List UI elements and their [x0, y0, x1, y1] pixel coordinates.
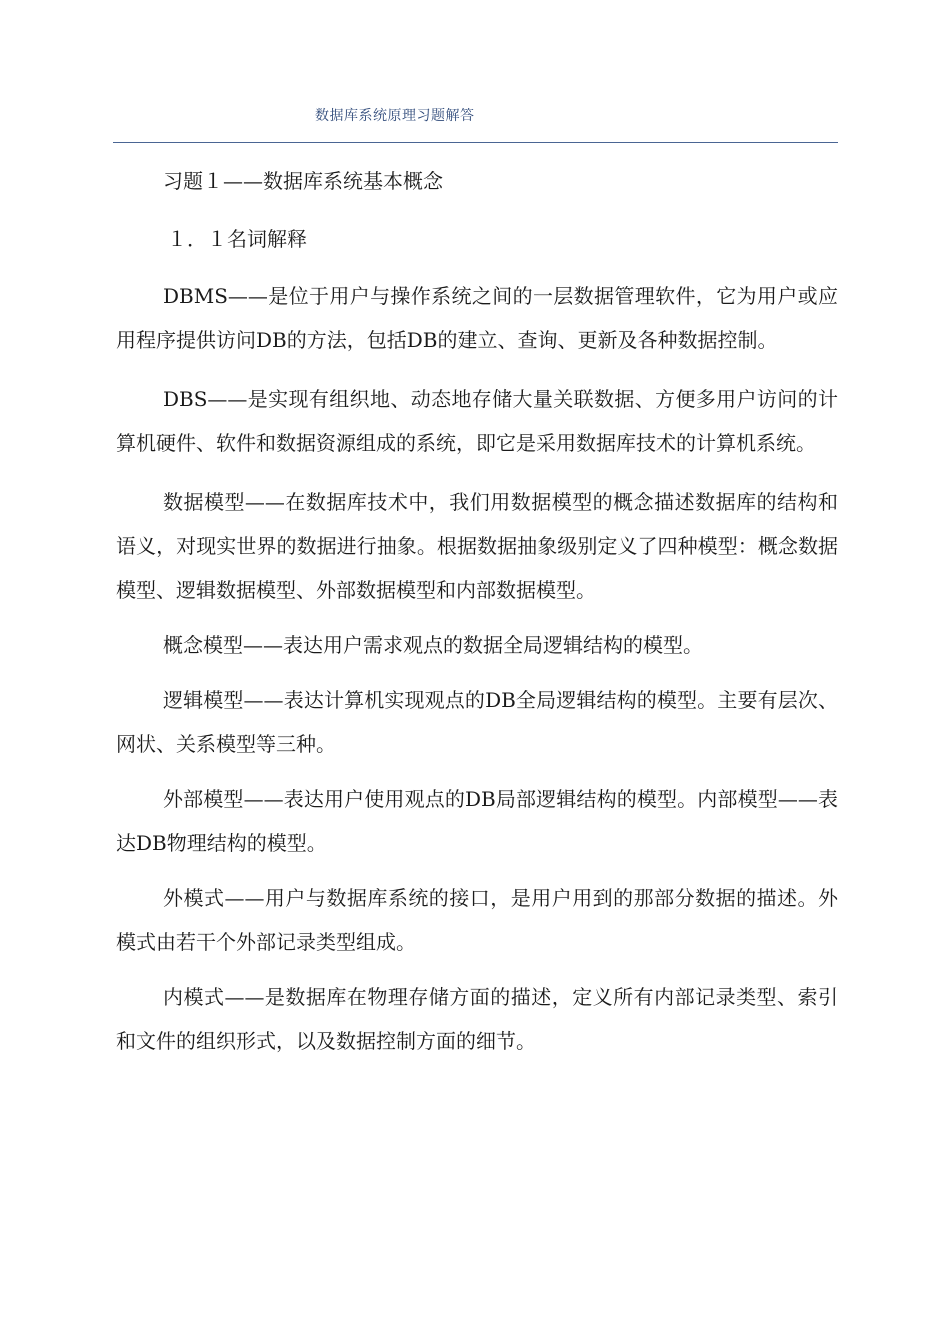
paragraph-external-model: 外部模型——表达用户使用观点的DB局部逻辑结构的模型。内部模型——表达DB物理结构的模型。	[116, 787, 838, 855]
paragraph-internal-schema: 内模式——是数据库在物理存储方面的描述，定义所有内部记录类型、索引和文件的组织形式，以及数据控制方面的细节。	[116, 985, 838, 1053]
chapter-title: 习题１——数据库系统基本概念	[163, 169, 443, 193]
paragraph-dbms: DBMS——是位于用户与操作系统之间的一层数据管理软件，它为用户或应用程序提供访问DB的方法，包括DB的建立、查询、更新及各种数据控制。	[116, 284, 838, 352]
running-header: 数据库系统原理习题解答	[315, 108, 475, 124]
document-body	[116, 163, 838, 1063]
paragraph-external-schema: 外模式——用户与数据库系统的接口，是用户用到的那部分数据的描述。外模式由若干个外部记录类型组成。	[116, 886, 838, 954]
paragraph-data-model: 数据模型——在数据库技术中，我们用数据模型的概念描述数据库的结构和语义，对现实世界的数据进行抽象。根据数据抽象级别定义了四种模型：概念数据模型、逻辑数据模型、外部数据模型和内部数据模型。	[116, 490, 838, 602]
section-title: １．１名词解释	[167, 227, 307, 251]
header-rule	[113, 142, 838, 143]
paragraph-logical-model: 逻辑模型——表达计算机实现观点的DB全局逻辑结构的模型。主要有层次、网状、关系模型等三种。	[116, 688, 838, 756]
paragraph-dbs: DBS——是实现有组织地、动态地存储大量关联数据、方便多用户访问的计算机硬件、软件和数据资源组成的系统，即它是采用数据库技术的计算机系统。	[116, 387, 838, 455]
paragraph-conceptual-model: 概念模型——表达用户需求观点的数据全局逻辑结构的模型。	[163, 633, 703, 657]
